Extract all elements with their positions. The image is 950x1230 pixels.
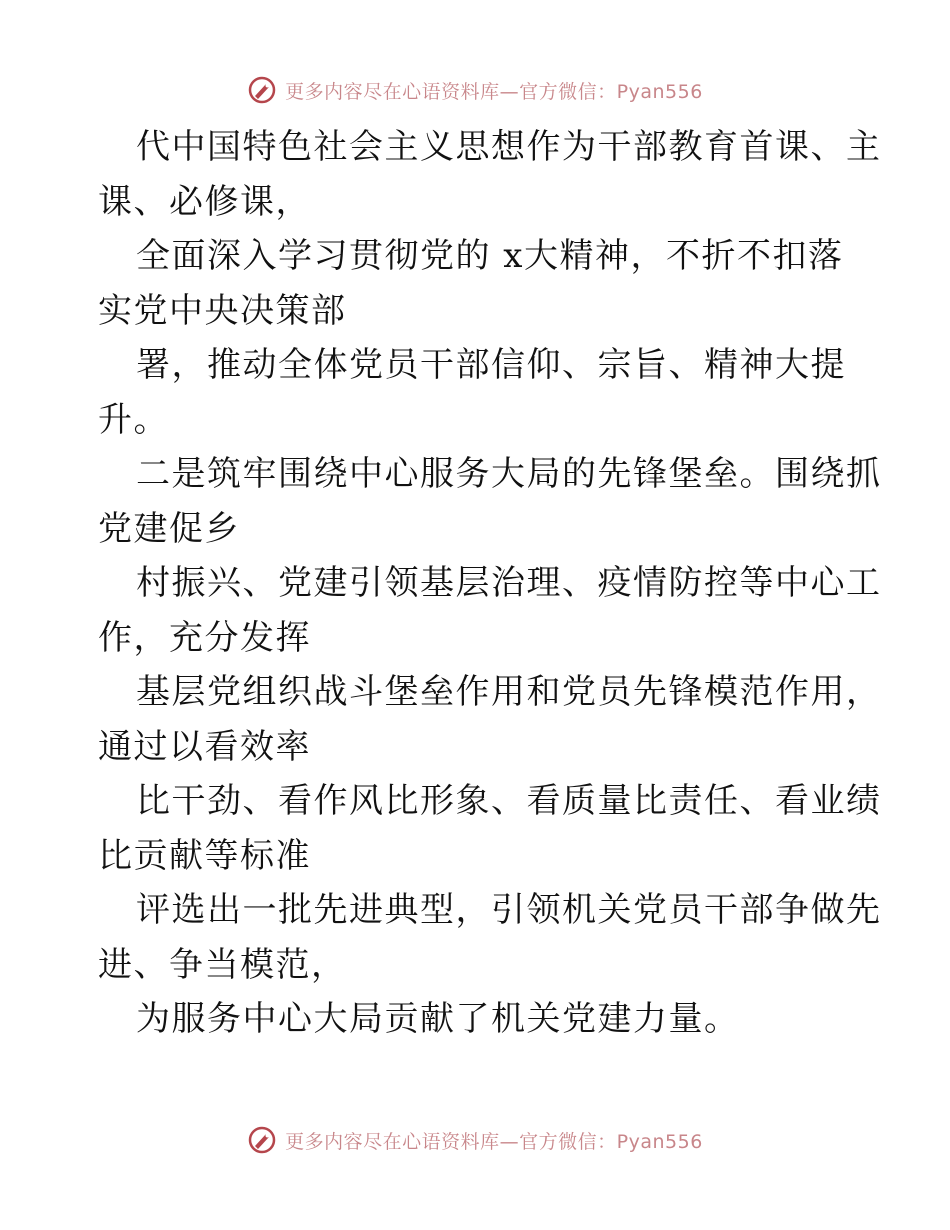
- text-line: 作，充分发挥: [98, 617, 311, 658]
- text-line: 全面深入学习贯彻党的 x大精神，不折不扣落: [136, 236, 844, 276]
- text-line: 通过以看效率: [98, 726, 311, 767]
- text-line: 升。: [98, 399, 169, 440]
- text-line: 评选出一批先进典型，引领机关党员干部争做先: [136, 890, 882, 930]
- text-line: 二是筑牢围绕中心服务大局的先锋堡垒。围绕抓: [136, 454, 882, 494]
- document-body: [98, 120, 882, 1047]
- text-line: 进、争当模范，: [98, 944, 347, 985]
- text-line: 党建促乡: [98, 508, 240, 549]
- watermark-text: 更多内容尽在心语资料库—官方微信：Pyan556: [285, 80, 703, 103]
- footer-watermark: [0, 1120, 950, 1160]
- text-line: 为服务中心大局贡献了机关党建力量。: [136, 999, 740, 1039]
- text-line: 基层党组织战斗堡垒作用和党员先锋模范作用，: [136, 672, 882, 712]
- text-line: 实党中央决策部: [98, 290, 347, 331]
- header-watermark: [0, 70, 950, 110]
- text-line: 村振兴、党建引领基层治理、疫情防控等中心工: [136, 563, 882, 603]
- pen-logo-icon: [247, 1125, 277, 1155]
- text-line: 署，推动全体党员干部信仰、宗旨、精神大提: [136, 345, 846, 385]
- text-line: 课、必修课，: [98, 181, 311, 222]
- text-line: 代中国特色社会主义思想作为干部教育首课、主: [136, 127, 882, 167]
- text-line: 比贡献等标准: [98, 835, 311, 876]
- watermark-text: 更多内容尽在心语资料库—官方微信：Pyan556: [285, 1130, 703, 1153]
- pen-logo-icon: [247, 75, 277, 105]
- text-line: 比干劲、看作风比形象、看质量比责任、看业绩: [136, 781, 882, 821]
